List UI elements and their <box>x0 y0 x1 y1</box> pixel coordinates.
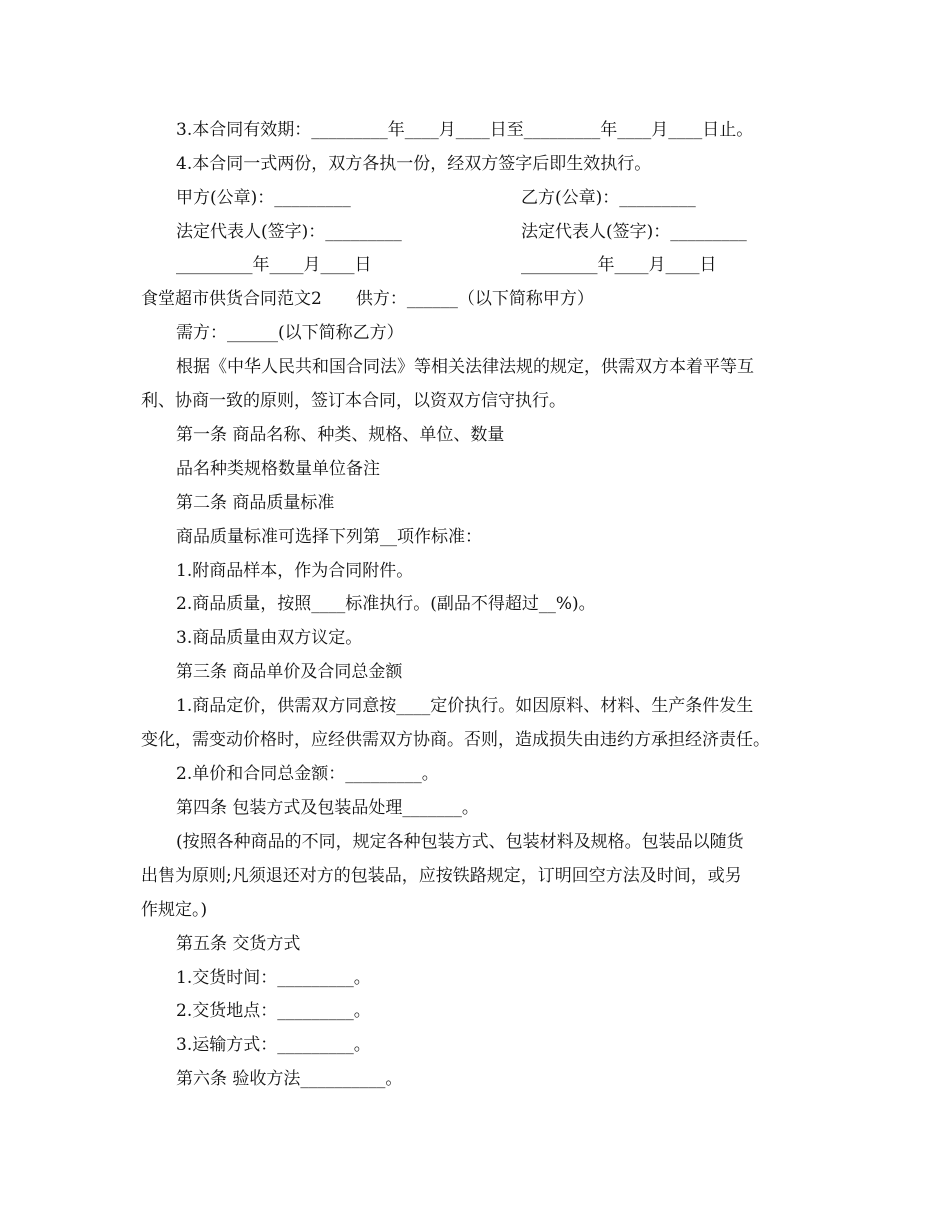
article-5-item-1: 1.交货时间：_________。 <box>176 968 371 988</box>
copies-clause: 4.本合同一式两份，双方各执一份，经双方签字后即生效执行。 <box>176 154 652 174</box>
preamble-line-1: 根据《中华人民共和国合同法》等相关法律法规的规定，供需双方本着平等互 <box>176 357 754 377</box>
article-1-table-header: 品名种类规格数量单位备注 <box>176 459 380 479</box>
article-4-note-line-3: 作规定。) <box>141 900 208 920</box>
article-1-heading: 第一条 商品名称、种类、规格、单位、数量 <box>176 425 505 445</box>
article-4-heading: 第四条 包装方式及包装品处理_______。 <box>176 798 479 818</box>
article-3-item-2: 2.单价和合同总金额：_________。 <box>176 764 439 784</box>
article-3-item-1-line-1: 1.商品定价，供需双方同意按____定价执行。如因原料、材料、生产条件发生 <box>176 696 754 716</box>
validity-period-clause: 3.本合同有效期：_________年____月____日至_________年____月____日止。 <box>176 120 754 140</box>
party-b-date: _________年____月____日 <box>521 255 717 275</box>
article-2-intro: 商品质量标准可选择下列第__项作标准： <box>176 527 482 547</box>
article-5-item-2: 2.交货地点：_________。 <box>176 1001 371 1021</box>
buyer-line: 需方：______(以下简称乙方） <box>176 323 404 343</box>
party-a-date: _________年____月____日 <box>176 255 372 275</box>
article-5-item-3: 3.运输方式：_________。 <box>176 1035 371 1055</box>
article-5-heading: 第五条 交货方式 <box>176 934 301 954</box>
article-4-note-line-2: 出售为原则;凡须退还对方的包装品，应按铁路规定，订明回空方法及时间，或另 <box>141 866 742 886</box>
party-b-seal: 乙方(公章)：_________ <box>521 188 696 208</box>
party-b-representative: 法定代表人(签字)：_________ <box>521 222 747 242</box>
article-4-note-line-1: (按照各种商品的不同，规定各种包装方式、包装材料及规格。包装品以随货 <box>176 832 744 852</box>
article-3-item-1-line-2: 变化，需变动价格时，应经供需双方协商。否则，造成损失由违约方承担经济责任。 <box>141 730 770 750</box>
article-2-heading: 第二条 商品质量标准 <box>176 493 335 513</box>
contract-title-supplier: 食堂超市供货合同范文2 供方：______（以下简称甲方） <box>141 289 594 309</box>
party-a-representative: 法定代表人(签字)：_________ <box>176 222 402 242</box>
article-2-item-2: 2.商品质量，按照____标准执行。(副品不得超过__%)。 <box>176 594 596 614</box>
article-2-item-3: 3.商品质量由双方议定。 <box>176 628 363 648</box>
article-2-item-1: 1.附商品样本，作为合同附件。 <box>176 561 414 581</box>
article-6-heading: 第六条 验收方法__________。 <box>176 1069 403 1089</box>
article-3-heading: 第三条 商品单价及合同总金额 <box>176 662 403 682</box>
party-a-seal: 甲方(公章)：_________ <box>176 188 351 208</box>
preamble-line-2: 利、协商一致的原则，签订本合同，以资双方信守执行。 <box>141 391 566 411</box>
